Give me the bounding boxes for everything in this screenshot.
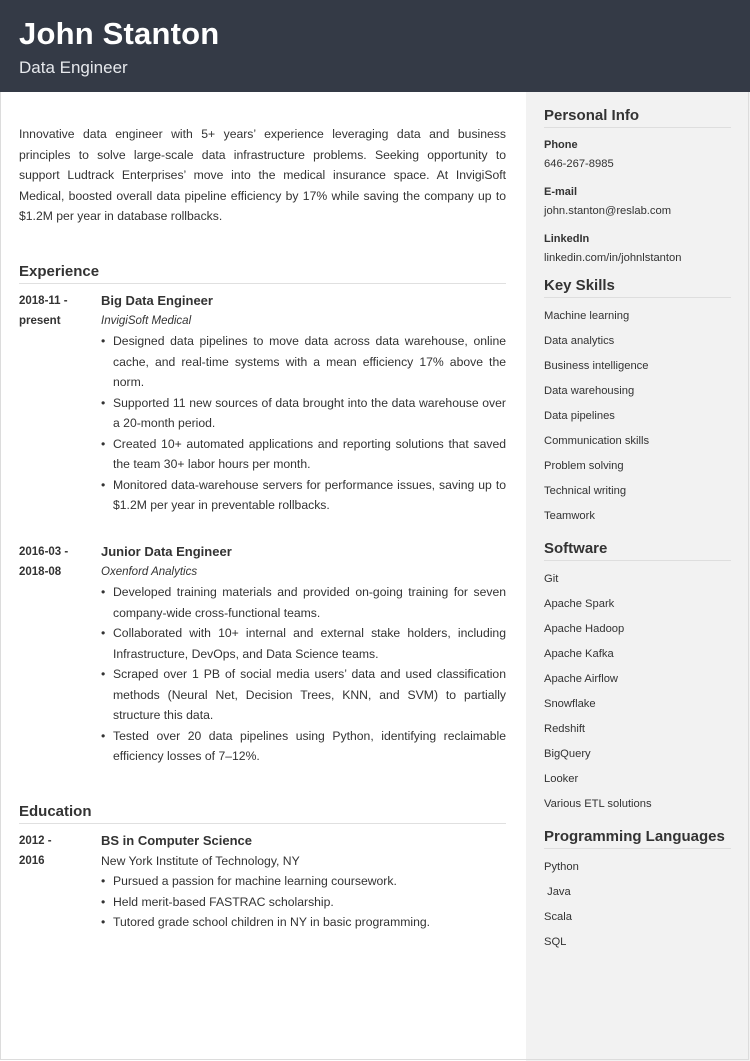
school-name: New York Institute of Technology, NY	[101, 854, 300, 868]
education-section-title: Education	[19, 803, 506, 824]
list-item: Redshift	[544, 723, 586, 735]
list-item: SQL	[544, 936, 567, 948]
list-item: Scala	[544, 911, 572, 923]
job-company: Oxenford Analytics	[101, 566, 198, 578]
candidate-role: Data Engineer	[19, 58, 128, 77]
software-section	[544, 540, 750, 817]
list-item: Various ETL solutions	[544, 798, 652, 810]
list-item: Data warehousing	[544, 385, 635, 397]
job-dates	[19, 291, 89, 331]
list-item: • Tutored grade school children in NY in basic programming.	[101, 912, 506, 933]
key-skills-title: Key Skills	[544, 277, 731, 298]
list-item: • Created 10+ automated applications and reporting solutions that saved the team 30+ labor hours per month.	[101, 434, 506, 475]
education-dates	[19, 831, 89, 871]
list-item: • Collaborated with 10+ internal and external stake holders, including Infrastructure, DevOps, and Data Science teams.	[101, 623, 506, 664]
list-item: Business intelligence	[544, 360, 649, 372]
date-start: 2016-03 -	[19, 546, 69, 558]
programming-languages-title: Programming Languages	[544, 828, 731, 849]
list-item: Teamwork	[544, 510, 595, 522]
job-bullets	[101, 331, 506, 516]
education-content	[101, 831, 506, 933]
linkedin-label: LinkedIn	[544, 233, 590, 245]
key-skills-list	[544, 304, 750, 529]
job-title: Junior Data Engineer	[101, 544, 232, 559]
date-end: present	[19, 315, 61, 327]
list-item: • Developed training materials and provided on-going training for seven company-wide cross-functional teams.	[101, 582, 506, 623]
candidate-name: John Stanton	[19, 16, 220, 51]
list-item: Data pipelines	[544, 410, 615, 422]
list-item: Machine learning	[544, 310, 630, 322]
date-start: 2018-11 -	[19, 295, 68, 307]
list-item: Communication skills	[544, 435, 650, 447]
list-item: Data analytics	[544, 335, 615, 347]
phone-label: Phone	[544, 139, 578, 151]
software-list	[544, 567, 750, 817]
phone-value: 646-267-8985	[544, 158, 614, 170]
main-column	[19, 124, 506, 929]
list-item: Apache Spark	[544, 598, 615, 610]
key-skills-section	[544, 277, 750, 529]
list-item: • Held merit-based FASTRAC scholarship.	[101, 892, 506, 913]
list-item: • Supported 11 new sources of data brought into the data warehouse over a 20-month period.	[101, 393, 506, 434]
programming-languages-section	[544, 828, 750, 955]
list-item: Apache Airflow	[544, 673, 619, 685]
date-end: 2018-08	[19, 566, 62, 578]
list-item: Looker	[544, 773, 579, 785]
linkedin-value: linkedin.com/in/johnlstanton	[544, 252, 682, 264]
list-item: Apache Hadoop	[544, 623, 625, 635]
job-dates	[19, 542, 89, 582]
list-item: • Tested over 20 data pipelines using Python, identifying reclaimable efficiency losses of 7–12%.	[101, 726, 506, 767]
list-item: Python	[544, 861, 579, 873]
list-item: • Scraped over 1 PB of social media users’ data and used classification methods (Neural Net, Decision Trees, KNN, and SVM) to partially structure this data.	[101, 664, 506, 726]
experience-section-title: Experience	[19, 263, 506, 284]
list-item: • Designed data pipelines to move data across data warehouse, online cache, and real-time systems with a mean efficiency 17% above the norm.	[101, 331, 506, 393]
list-item: Apache Kafka	[544, 648, 614, 660]
list-item: Java	[544, 886, 571, 898]
list-item: Technical writing	[544, 485, 627, 497]
job-bullets	[101, 582, 506, 767]
date-start: 2012 -	[19, 835, 52, 847]
job-content	[101, 542, 506, 767]
job-company: InvigiSoft Medical	[101, 315, 192, 327]
list-item: • Pursued a passion for machine learning coursework.	[101, 871, 506, 892]
personal-info-section	[544, 107, 750, 266]
job-content	[101, 291, 506, 516]
sidebar	[526, 92, 750, 1061]
list-item: Problem solving	[544, 460, 624, 472]
personal-info-title: Personal Info	[544, 107, 731, 128]
programming-languages-list	[544, 855, 750, 955]
email-label: E-mail	[544, 186, 578, 198]
degree-title: BS in Computer Science	[101, 833, 252, 848]
summary-paragraph: Innovative data engineer with 5+ years’ experience leveraging data and business principles to solve large-scale data infrastructure problems. Seeking opportunity to support Ludtrack Enterprises’ move into the medical insurance space. At InvigiSoft Medical, boosted overall data pipeline efficiency by 17% while saving the company up to $1.2M per year in database rollbacks.	[19, 127, 506, 223]
email-value: john.stanton@reslab.com	[544, 205, 672, 217]
date-end: 2016	[19, 855, 45, 867]
resume-header	[0, 0, 750, 92]
education-bullets	[101, 871, 506, 933]
list-item: • Monitored data-warehouse servers for performance issues, saving up to $1.2M per year in preventable rollbacks.	[101, 475, 506, 516]
list-item: Git	[544, 573, 559, 585]
list-item: BigQuery	[544, 748, 591, 760]
list-item: Snowflake	[544, 698, 596, 710]
job-title: Big Data Engineer	[101, 293, 213, 308]
software-title: Software	[544, 540, 731, 561]
